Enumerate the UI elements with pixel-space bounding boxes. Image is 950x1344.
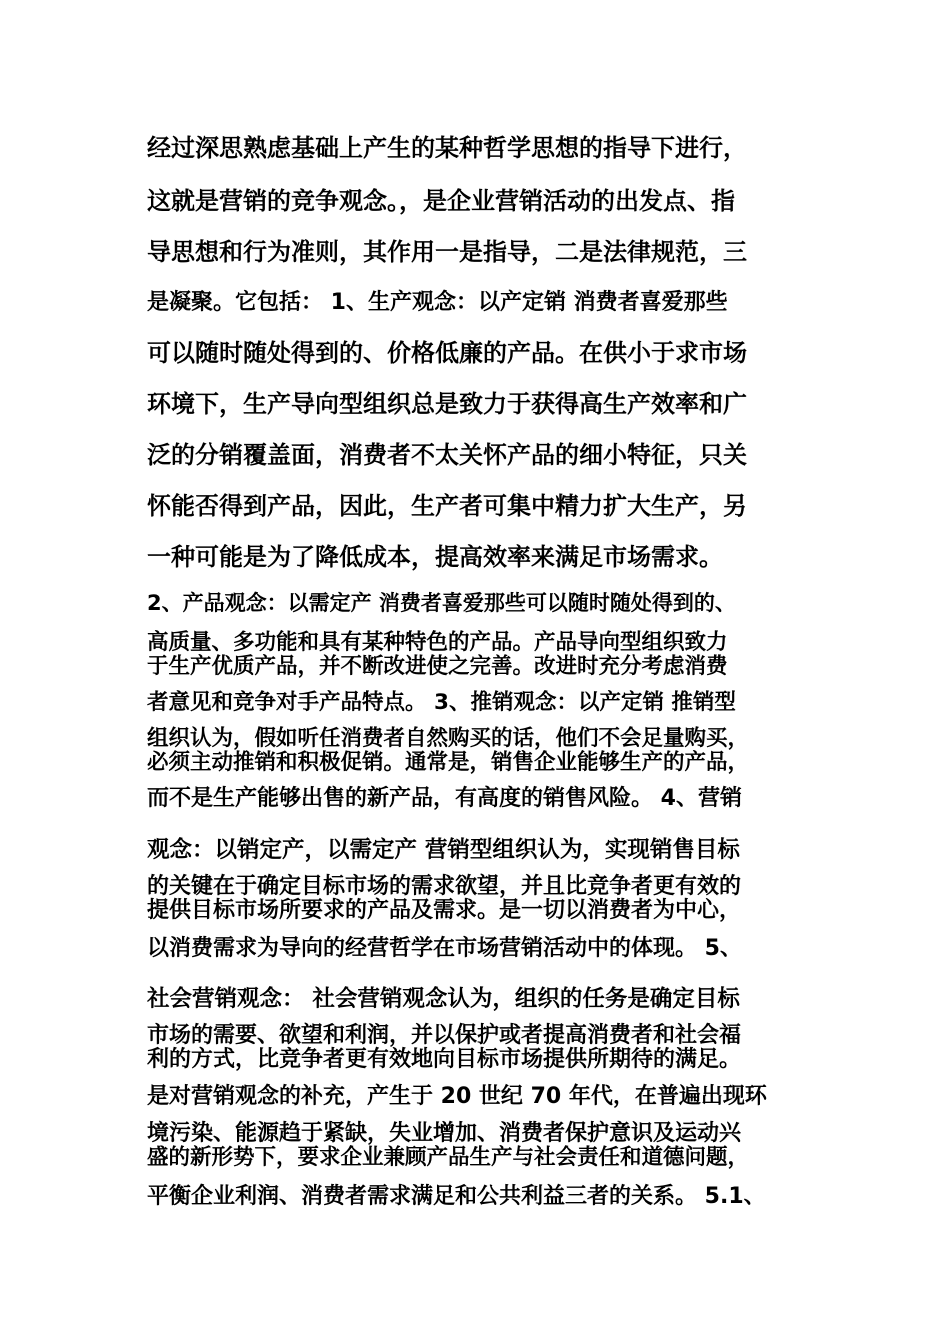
text-line: 这就是营销的竞争观念。，是企业营销活动的出发点、指 [147,187,735,215]
text-line: 而不是生产能够出售的新产品，有高度的销售风险。 4、营销 [147,786,742,811]
text-line: 提供目标市场所要求的产品及需求。是一切以消费者为中心， [147,898,742,923]
text-line: 高质量、多功能和具有某种特色的产品。产品导向型组织致力 [147,630,728,655]
text-line: 环境下，生产导向型组织总是致力于获得高生产效率和广 [147,390,747,418]
text-line: 社会营销观念： 社会营销观念认为，组织的任务是确定目标 [147,986,740,1012]
text-line: 2、产品观念：以需定产 消费者喜爱那些可以随时随处得到的、 [147,591,736,615]
text-line: 以消费需求为导向的经营哲学在市场营销活动中的体现。 5、 [147,936,742,961]
text-line: 经过深思熟虑基础上产生的某种哲学思想的指导下进行， [147,134,747,162]
text-line: 是凝聚。它包括： 1、生产观念：以产定销 消费者喜爱那些 [147,290,728,315]
text-line: 泛的分销覆盖面，消费者不太关怀产品的细小特征，只关 [147,441,747,469]
text-line: 于生产优质产品，并不断改进使之完善。改进时充分考虑消费 [147,654,728,679]
text-line: 市场的需要、欲望和利润，并以保护或者提高消费者和社会福 [147,1023,742,1048]
text-line: 组织认为，假如听任消费者自然购买的话，他们不会足量购买， [147,726,750,751]
text-line: 怀能否得到产品，因此，生产者可集中精力扩大生产，另 [147,492,747,520]
text-line: 利的方式，比竞争者更有效地向目标市场提供所期待的满足。 [147,1047,742,1072]
text-line: 的关键在于确定目标市场的需求欲望，并且比竞争者更有效的 [147,874,742,899]
text-line: 盛的新形势下，要求企业兼顾产品生产与社会责任和道德问题， [147,1145,750,1170]
text-line: 可以随时随处得到的、价格低廉的产品。在供小于求市场 [147,339,747,367]
text-line: 必须主动推销和积极促销。通常是，销售企业能够生产的产品， [147,750,750,775]
text-line: 观念：以销定产，以需定产 营销型组织认为，实现销售目标 [147,837,740,863]
text-line: 导思想和行为准则，其作用一是指导，二是法律规范，三 [147,238,747,266]
text-line: 者意见和竞争对手产品特点。 3、推销观念：以产定销 推销型 [147,690,736,715]
text-line: 平衡企业利润、消费者需求满足和公共利益三者的关系。 5.1、 [147,1184,766,1209]
text-line: 是对营销观念的补充，产生于 20 世纪 70 年代，在普遍出现环 [147,1084,767,1109]
text-line: 一种可能是为了降低成本，提高效率来满足市场需求。 [147,543,723,571]
text-line: 境污染、能源趋于紧缺，失业增加、消费者保护意识及运动兴 [147,1121,742,1146]
